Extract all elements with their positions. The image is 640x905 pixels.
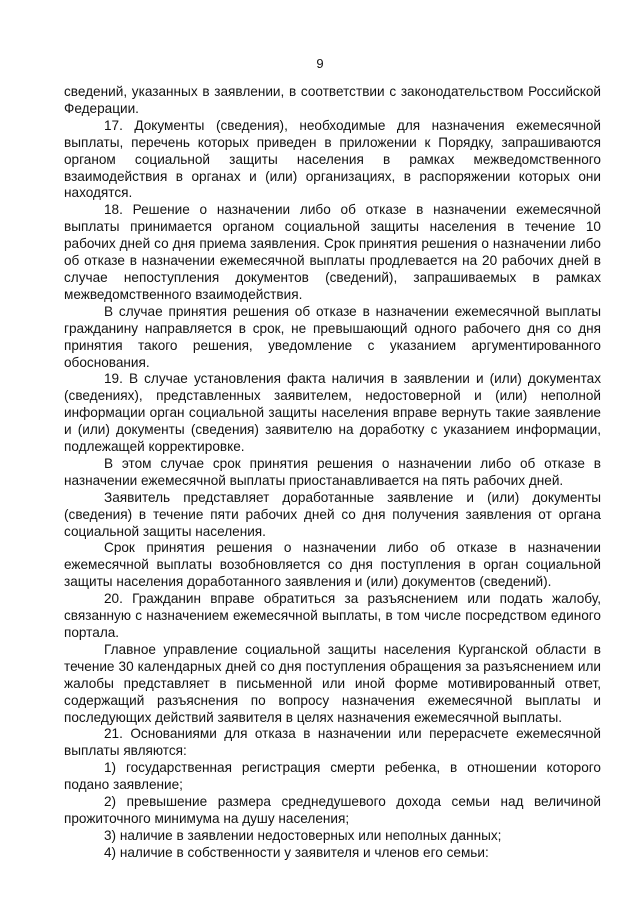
paragraph-revised-submission: Заявитель представляет доработанные заявление и (или) документы (сведения) в течение пяти рабочих дней со дня получения заявления от органа социальной защиты населения. bbox=[64, 489, 601, 539]
paragraph-item-20: 20. Гражданин вправе обратиться за разъяснением или подать жалобу, связанную с назначением ежемесячной выплаты, в том числе посредством единого портала. bbox=[64, 591, 601, 640]
paragraph-refusal-notice: В случае принятия решения об отказе в назначении ежемесячной выплаты гражданину направляется в срок, не превышающий одного рабочего дня со дня принятия такого решения, уведомление с указанием аргументированного обоснования. bbox=[64, 303, 601, 370]
document-body bbox=[64, 84, 601, 862]
paragraph-item-19: 19. В случае установления факта наличия в заявлении и (или) документах (сведениях), представленных заявителем, недостоверной и (или) неполной информации орган социальной защиты населения вправе вернуть такие заявление и (или) документы (сведения) заявителю на доработку с указанием информации, подлежащей корректировке. bbox=[64, 371, 601, 455]
list-item-2: 2) превышение размера среднедушевого дохода семьи над величиной прожиточного минимума на душу населения; bbox=[64, 794, 601, 826]
list-item-3: 3) наличие в заявлении недостоверных или неполных данных; bbox=[104, 827, 502, 843]
paragraph-item-18: 18. Решение о назначении либо об отказе в назначении ежемесячной выплаты принимается органом социальной защиты населения в течение 10 рабочих дней со дня приема заявления. Срок принятия решения о назначении либо об отказе в назначении ежемесячной выплаты продлевается на 20 рабочих дней в случае непоступления документов (сведений), запрашиваемых в рамках межведомственного взаимодействия. bbox=[64, 202, 601, 302]
paragraph-continuation: сведений, указанных в заявлении, в соответствии с законодательством Российской Федерации. bbox=[64, 84, 601, 116]
paragraph-item-17: 17. Документы (сведения), необходимые для назначения ежемесячной выплаты, перечень которых приведен в приложении к Порядку, запрашиваются органом социальной защиты населения в рамках межведомственного взаимодействия в органах и (или) организациях, в распоряжении которых они находятся. bbox=[64, 117, 601, 201]
list-item-4: 4) наличие в собственности у заявителя и членов его семьи: bbox=[104, 844, 489, 860]
list-item-1: 1) государственная регистрация смерти ребенка, в отношении которого подано заявление; bbox=[64, 760, 601, 793]
page-number: 9 bbox=[316, 56, 324, 71]
paragraph-term-suspension: В этом случае срок принятия решения о назначении либо об отказе в назначении ежемесячной выплаты приостанавливается на пять рабочих дней. bbox=[64, 455, 601, 488]
paragraph-item-21: 21. Основаниями для отказа в назначении или перерасчете ежемесячной выплаты являются: bbox=[64, 726, 601, 759]
paragraph-main-department: Главное управление социальной защиты населения Курганской области в течение 30 календарных дней со дня поступления обращения за разъяснением или жалобы представляет в письменной или иной форме мотивированный ответ, содержащий разъяснения по вопросу назначения ежемесячной выплаты и последующих действий заявителя в целях назначения ежемесячной выплаты. bbox=[64, 641, 601, 725]
paragraph-term-resumption: Срок принятия решения о назначении либо об отказе в назначении ежемесячной выплаты возобновляется со дня поступления в орган социальной защиты населения доработанного заявления и (или) документов (сведений). bbox=[64, 540, 601, 590]
